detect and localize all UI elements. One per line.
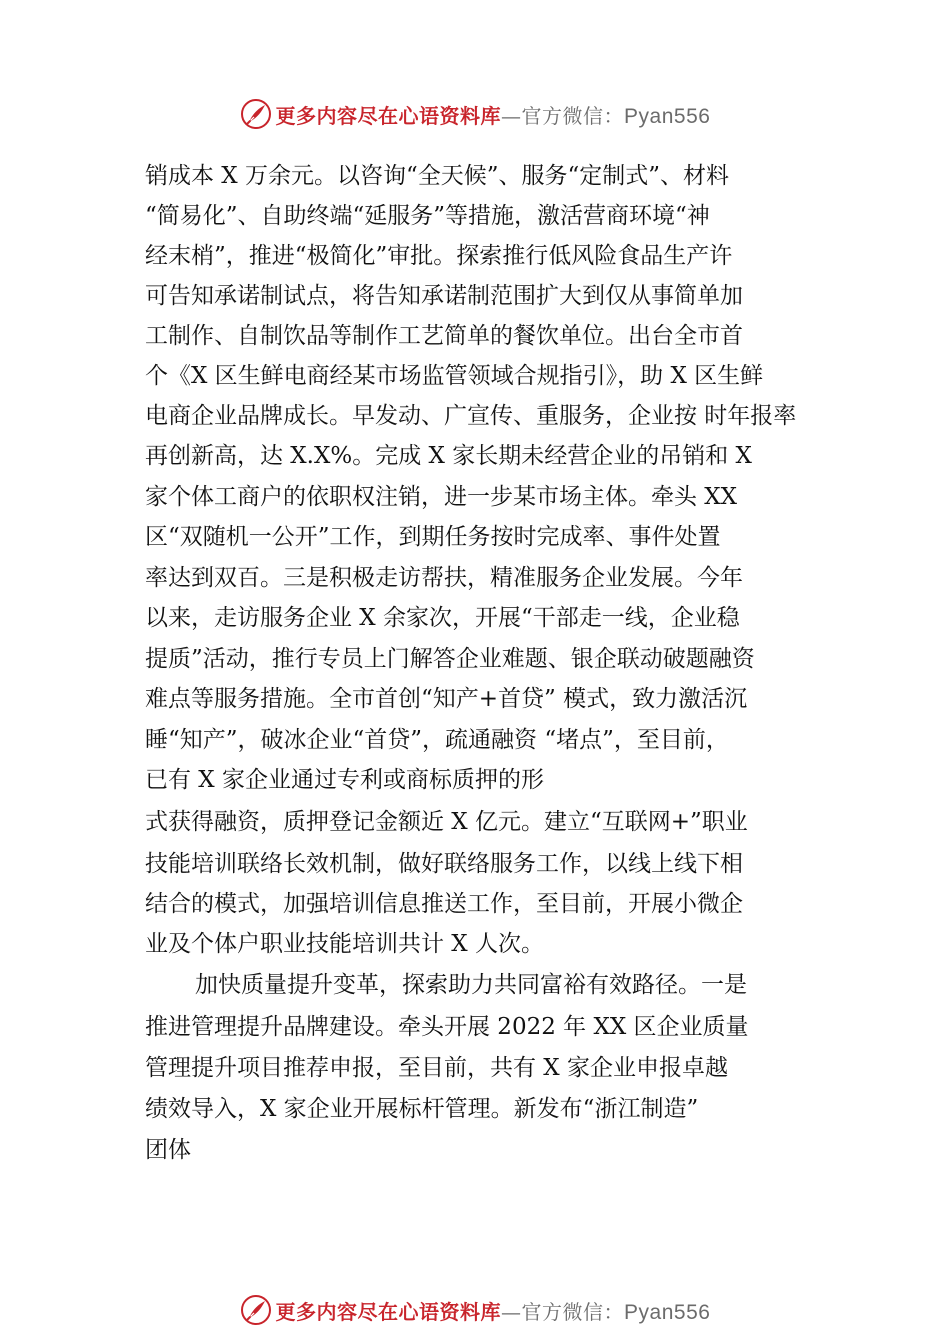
- watermark-red-text: 更多内容尽在心语资料库: [275, 1299, 502, 1324]
- text-line: 推进管理提升品牌建设。牵头开展 2022 年 XX 区企业质量: [145, 1014, 749, 1040]
- text-line: 结合的模式，加强培训信息推送工作，至目前，开展小微企: [145, 891, 743, 917]
- text-line: 率达到双百。三是积极走访帮扶，精准服务企业发展。今年: [145, 565, 743, 591]
- watermark-red-text: 更多内容尽在心语资料库: [275, 103, 502, 128]
- text-line: 个《X 区生鲜电商经某市场监管领域合规指引》，助 X 区生鲜: [145, 363, 764, 389]
- text-line: 区“双随机一公开”工作，到期任务按时完成率、事件处置: [145, 524, 721, 550]
- text-line: 可告知承诺制试点，将告知承诺制范围扩大到仅从事简单加: [145, 283, 743, 309]
- feather-pen-logo-icon: [240, 1294, 272, 1326]
- text-line: 家个体工商户的依职权注销，进一步某市场主体。牵头 XX: [145, 484, 738, 510]
- text-line: 绩效导入，X 家企业开展标杆管理。新发布“浙江制造”: [145, 1096, 699, 1122]
- text-line: 技能培训联络长效机制，做好联络服务工作，以线上线下相: [145, 851, 743, 877]
- text-line: 式获得融资，质押登记金额近 X 亿元。建立“互联网+”职业: [145, 809, 748, 835]
- text-line: 睡“知产”，破冰企业“首贷”，疏通融资 “堵点”，至目前，: [145, 727, 729, 753]
- text-line: 工制作、自制饮品等制作工艺简单的餐饮单位。出台全市首: [145, 323, 743, 349]
- text-line: 管理提升项目推荐申报，至目前，共有 X 家企业申报卓越: [145, 1055, 728, 1081]
- text-line: 经末梢”，推进“极简化”审批。探索推行低风险食品生产许: [145, 243, 733, 269]
- watermark-text: [276, 1296, 711, 1325]
- text-line: 电商企业品牌成长。早发动、广宣传、重服务，企业按 时年报率: [145, 403, 797, 429]
- text-line: 再创新高，达 X.X%。完成 X 家长期未经营企业的吊销和 X: [145, 443, 752, 469]
- text-line: 团体: [145, 1137, 191, 1163]
- text-line: 难点等服务措施。全市首创“知产+首贷” 模式，致力激活沉: [145, 686, 748, 712]
- text-line: “简易化”、自助终端“延服务”等措施，激活营商环境“神: [145, 203, 710, 229]
- paragraph-first-line: 加快质量提升变革，探索助力共同富裕有效路径。一是: [195, 972, 747, 998]
- footer-watermark: [0, 1290, 950, 1330]
- text-line: 以来，走访服务企业 X 余家次，开展“干部走一线，企业稳: [145, 605, 740, 631]
- watermark-id-text: Pyan556: [624, 1300, 711, 1324]
- watermark-id-text: Pyan556: [624, 104, 711, 128]
- text-line: 提质”活动，推行专员上门解答企业难题、银企联动破题融资: [145, 646, 755, 672]
- watermark-grey-text: —官方微信：: [501, 103, 625, 128]
- text-line: 业及个体户职业技能培训共计 X 人次。: [145, 931, 544, 957]
- text-line: 已有 X 家企业通过专利或商标质押的形: [145, 767, 544, 793]
- text-line: 销成本 X 万余元。以咨询“全天候”、服务“定制式”、材料: [145, 163, 730, 189]
- watermark-grey-text: —官方微信：: [501, 1299, 625, 1324]
